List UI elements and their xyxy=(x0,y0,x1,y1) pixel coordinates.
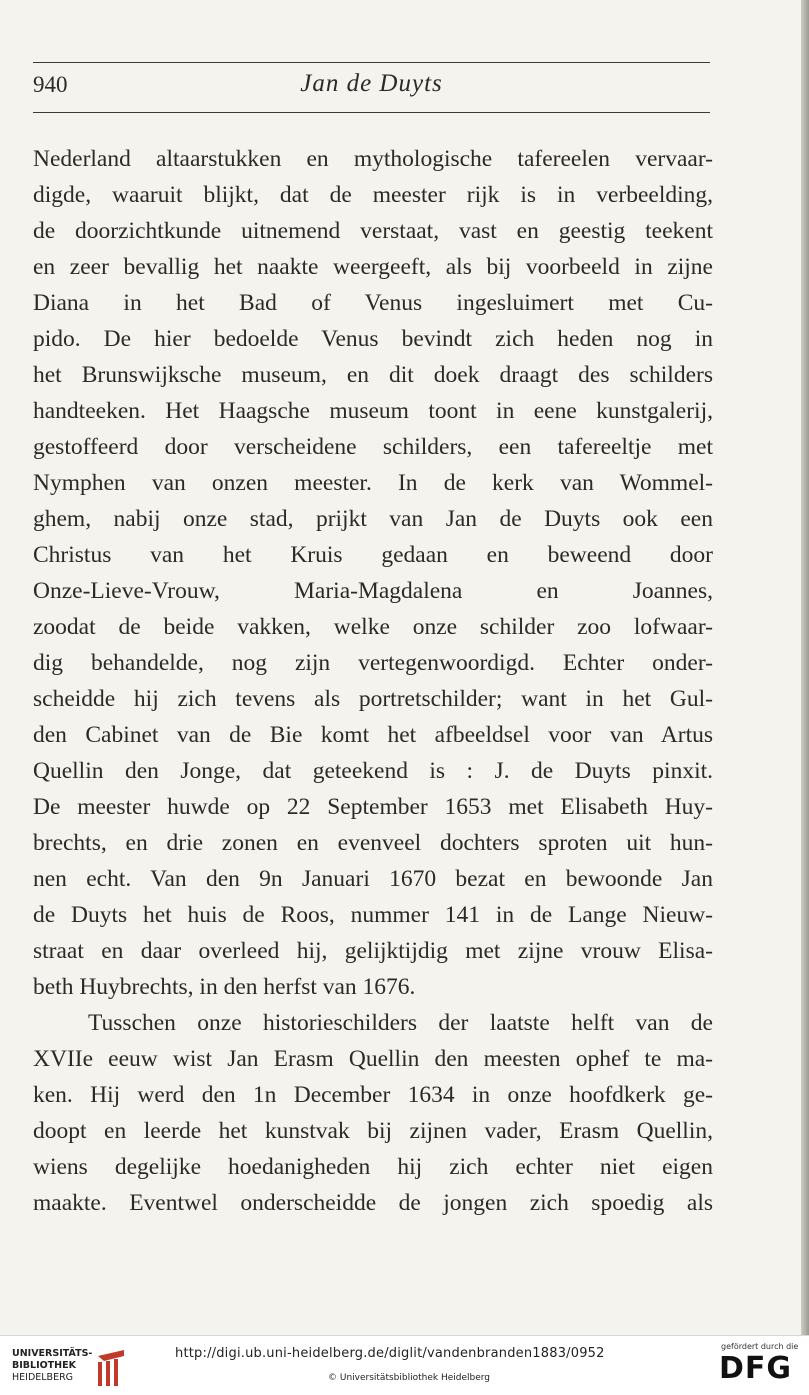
text-line: handteeken. Het Haagsche museum toont in eene kunstgalerij, xyxy=(33,398,713,424)
page-number: 940 xyxy=(33,72,68,97)
footer-bar xyxy=(0,1335,809,1395)
text-line: maakte. Eventwel onderscheidde de jongen zich spoedig als xyxy=(33,1190,713,1216)
page-edge-shadow xyxy=(801,0,809,1335)
header-bottom-rule xyxy=(33,112,710,113)
text-line: nen echt. Van den 9n Januari 1670 bezat en bewoonde Jan xyxy=(33,866,713,892)
text-line: pido. De hier bedoelde Venus bevindt zich heden nog in xyxy=(33,326,713,352)
library-line-1: UNIVERSITÄTS- xyxy=(12,1348,93,1359)
text-line: dig behandelde, nog zijn vertegenwoordigd. Echter onder- xyxy=(33,650,713,676)
text-line: Christus van het Kruis gedaan en beweend door xyxy=(33,542,713,568)
text-line: XVIIe eeuw wist Jan Erasm Quellin den meesten ophef te ma- xyxy=(33,1046,713,1072)
page-header xyxy=(33,70,710,104)
library-name xyxy=(12,1348,92,1384)
body-text xyxy=(33,141,713,1221)
text-line: het Brunswijksche museum, en dit doek draagt des schilders xyxy=(33,362,713,388)
text-line: gestoffeerd door verscheidene schilders, een tafereeltje met xyxy=(33,434,713,460)
dfg-logo[interactable]: DFG xyxy=(719,1351,793,1386)
text-line: Quellin den Jonge, dat geteekend is : J. de Duyts pinxit. xyxy=(33,758,713,784)
library-emblem-icon xyxy=(94,1348,128,1386)
text-line: den Cabinet van de Bie komt het afbeeldsel voor van Artus xyxy=(33,722,713,748)
text-line: straat en daar overleed hij, gelijktijdig met zijne vrouw Elisa- xyxy=(33,938,713,964)
text-line: doopt en leerde het kunstvak bij zijnen vader, Erasm Quellin, xyxy=(33,1118,713,1144)
text-line: wiens degelijke hoedanigheden hij zich echter niet eigen xyxy=(33,1154,713,1180)
funding-note: gefördert durch die xyxy=(721,1342,799,1351)
running-head: Jan de Duyts xyxy=(300,70,443,97)
text-line: de Duyts het huis de Roos, nummer 141 in de Lange Nieuw- xyxy=(33,902,713,928)
text-line: zoodat de beide vakken, welke onze schilder zoo lofwaar- xyxy=(33,614,713,640)
library-line-3: HEIDELBERG xyxy=(12,1372,74,1383)
copyright-notice: © Universitätsbibliothek Heidelberg xyxy=(328,1373,491,1383)
text-line: brechts, en drie zonen en evenveel dochters sproten uit hun- xyxy=(33,830,713,856)
text-line: ghem, nabij onze stad, prijkt van Jan de Duyts ook een xyxy=(33,506,713,532)
text-line: en zeer bevallig het naakte weergeeft, als bij voorbeeld in zijne xyxy=(33,254,713,280)
text-line: ken. Hij werd den 1n December 1634 in onze hoofdkerk ge- xyxy=(33,1082,713,1108)
header-top-rule xyxy=(33,62,710,63)
text-line: Onze-Lieve-Vrouw, Maria-Magdalena en Joannes, xyxy=(33,578,713,604)
permalink-url[interactable]: http://digi.ub.uni-heidelberg.de/diglit/vandenbranden1883/0952 xyxy=(175,1346,605,1361)
library-logo[interactable] xyxy=(12,1348,162,1388)
text-line: digde, waaruit blijkt, dat de meester rijk is in verbeelding, xyxy=(33,182,713,208)
text-line: Nymphen van onzen meester. In de kerk van Wommel- xyxy=(33,470,713,496)
text-line: de doorzichtkunde uitnemend verstaat, vast en geestig teekent xyxy=(33,218,713,244)
text-line: beth Huybrechts, in den herfst van 1676. xyxy=(33,974,416,1000)
text-line: Tusschen onze historieschilders der laatste helft van de xyxy=(88,1010,713,1036)
text-line: Nederland altaarstukken en mythologische tafereelen vervaar- xyxy=(33,146,713,172)
text-line: Diana in het Bad of Venus ingesluimert met Cu- xyxy=(33,290,713,316)
text-line: scheidde hij zich tevens als portretschilder; want in het Gul- xyxy=(33,686,713,712)
text-line: De meester huwde op 22 September 1653 met Elisabeth Huy- xyxy=(33,794,713,820)
library-line-2: BIBLIOTHEK xyxy=(12,1360,76,1371)
